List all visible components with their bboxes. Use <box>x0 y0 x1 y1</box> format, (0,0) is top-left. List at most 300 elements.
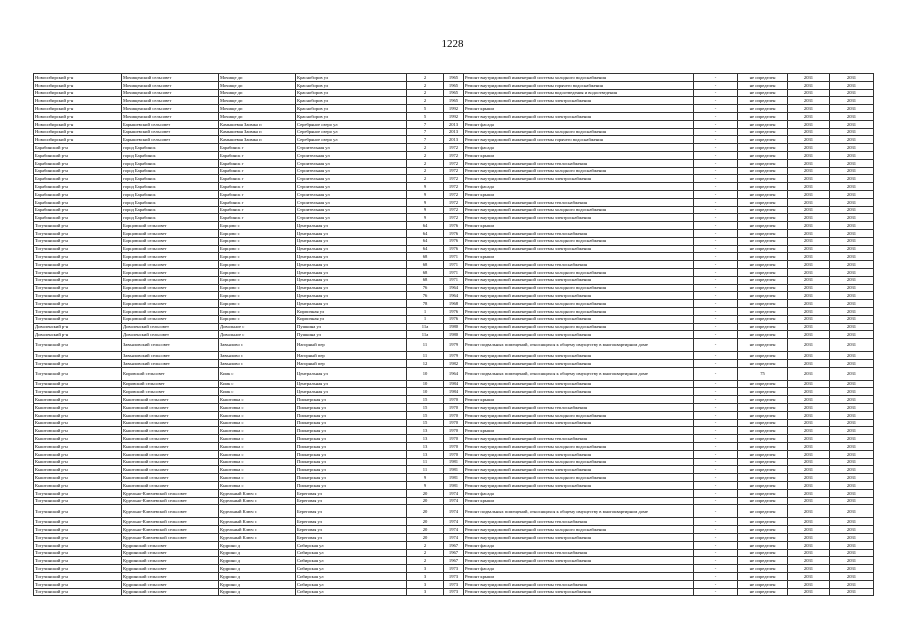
year-from-cell: 2031 <box>788 245 830 253</box>
year-from-cell: 2031 <box>788 359 830 367</box>
table-row <box>34 253 874 261</box>
year-to-cell: 2031 <box>830 396 874 404</box>
locality-cell: Мочище дп <box>219 112 296 120</box>
locality-cell: Мочище дп <box>219 81 296 89</box>
build-year-cell: 1981 <box>444 458 464 466</box>
cost-cell: не определен <box>738 183 788 191</box>
locality-cell: Кыштовка с <box>219 411 296 419</box>
locality-cell: Камышевая Заимка п <box>219 136 296 144</box>
district-cell: Кыштовский р-н <box>34 411 122 419</box>
dash-cell: - <box>694 120 738 128</box>
build-year-cell: 1972 <box>444 190 464 198</box>
dash-cell: - <box>694 497 738 505</box>
build-year-cell: 2013 <box>444 120 464 128</box>
locality-cell: Кудрино д <box>219 557 296 565</box>
table-row <box>34 359 874 367</box>
year-to-cell: 2031 <box>830 307 874 315</box>
house-number-cell: 13 <box>407 443 444 451</box>
cost-cell: не определен <box>738 214 788 222</box>
district-cell: Новосибирский р-н <box>34 97 122 105</box>
table-row <box>34 136 874 144</box>
municipality-cell: Борцовский сельсовет <box>122 261 219 269</box>
build-year-cell: 1970 <box>444 427 464 435</box>
year-to-cell: 2031 <box>830 427 874 435</box>
build-year-cell: 1976 <box>444 245 464 253</box>
year-to-cell: 2031 <box>830 359 874 367</box>
municipality-cell: город Барабинск <box>122 151 219 159</box>
municipality-cell: Кыштовский сельсовет <box>122 458 219 466</box>
build-year-cell: 1974 <box>444 534 464 542</box>
work-type-cell: Ремонт подвальных помещений, относящихся к общему имуществу в многоквартирном доме <box>464 367 694 380</box>
work-type-cell: Ремонт внутридомовой инженерной системы холодного водоснабжения <box>464 458 694 466</box>
table-body <box>34 74 874 596</box>
cost-cell: не определен <box>738 580 788 588</box>
dash-cell: - <box>694 427 738 435</box>
year-from-cell: 2031 <box>788 81 830 89</box>
year-to-cell: 2031 <box>830 81 874 89</box>
build-year-cell: 1967 <box>444 549 464 557</box>
build-year-cell: 1970 <box>444 443 464 451</box>
year-to-cell: 2031 <box>830 237 874 245</box>
dash-cell: - <box>694 323 738 331</box>
house-number-cell: 20 <box>407 518 444 526</box>
municipality-cell: Кудринский сельсовет <box>122 580 219 588</box>
table-row <box>34 97 874 105</box>
table-row <box>34 268 874 276</box>
municipality-cell: Кудринский сельсовет <box>122 565 219 573</box>
municipality-cell: город Барабинск <box>122 159 219 167</box>
municipality-cell: Барышевский сельсовет <box>122 128 219 136</box>
table-row <box>34 331 874 339</box>
table-row <box>34 159 874 167</box>
year-to-cell: 2031 <box>830 222 874 230</box>
year-from-cell: 2031 <box>788 573 830 581</box>
table-row <box>34 261 874 269</box>
cost-cell: не определен <box>738 97 788 105</box>
district-cell: Тогучинский р-н <box>34 229 122 237</box>
district-cell: Тогучинский р-н <box>34 367 122 380</box>
district-cell: Тогучинский р-н <box>34 359 122 367</box>
locality-cell: Кудельный Ключ с <box>219 526 296 534</box>
dash-cell: - <box>694 388 738 396</box>
street-cell: Красноборов ул <box>296 97 407 105</box>
work-type-cell: Ремонт внутридомовой инженерной системы холодного водоснабжения <box>464 474 694 482</box>
table-row <box>34 557 874 565</box>
dash-cell: - <box>694 396 738 404</box>
year-from-cell: 2031 <box>788 474 830 482</box>
work-type-cell: Ремонт внутридомовой инженерной системы горячего водоснабжения <box>464 136 694 144</box>
locality-cell: Барабинск г <box>219 183 296 191</box>
house-number-cell: 2 <box>407 144 444 152</box>
build-year-cell: 1965 <box>444 89 464 97</box>
work-type-cell: Ремонт внутридомовой инженерной системы теплоснабжения <box>464 229 694 237</box>
locality-cell: Кыштовка с <box>219 396 296 404</box>
year-from-cell: 2031 <box>788 323 830 331</box>
build-year-cell: 1970 <box>444 419 464 427</box>
work-type-cell: Ремонт фасада <box>464 489 694 497</box>
year-from-cell: 2031 <box>788 315 830 323</box>
year-to-cell: 2031 <box>830 443 874 451</box>
district-cell: Тогучинский р-н <box>34 268 122 276</box>
work-type-cell: Ремонт внутридомовой инженерной системы холодного водоснабжения <box>464 284 694 292</box>
cost-cell: не определен <box>738 411 788 419</box>
district-cell: Кыштовский р-н <box>34 419 122 427</box>
house-number-cell: 2 <box>407 167 444 175</box>
municipality-cell: Борцовский сельсовет <box>122 253 219 261</box>
municipality-cell: Борцовский сельсовет <box>122 276 219 284</box>
locality-cell: Кудрино д <box>219 588 296 596</box>
cost-cell: не определен <box>738 541 788 549</box>
house-number-cell: 3 <box>407 565 444 573</box>
locality-cell: Киик с <box>219 367 296 380</box>
build-year-cell: 1973 <box>444 588 464 596</box>
street-cell: Пионерская ул <box>296 474 407 482</box>
build-year-cell: 1974 <box>444 505 464 518</box>
house-number-cell: 68 <box>407 261 444 269</box>
year-from-cell: 2031 <box>788 253 830 261</box>
work-type-cell: Ремонт внутридомовой инженерной системы электроснабжения <box>464 388 694 396</box>
cost-cell: не определен <box>738 151 788 159</box>
locality-cell: Киик с <box>219 388 296 396</box>
locality-cell: Камышевая Заимка п <box>219 128 296 136</box>
table-row <box>34 229 874 237</box>
house-number-cell: 2 <box>407 159 444 167</box>
table-row <box>34 367 874 380</box>
dash-cell: - <box>694 541 738 549</box>
work-type-cell: Ремонт внутридомовой инженерной системы теплоснабжения <box>464 580 694 588</box>
district-cell: Кыштовский р-н <box>34 427 122 435</box>
house-number-cell: 9 <box>407 474 444 482</box>
house-number-cell: 11а <box>407 331 444 339</box>
dash-cell: - <box>694 261 738 269</box>
work-type-cell: Ремонт внутридомовой инженерной системы электроснабжения <box>464 292 694 300</box>
year-from-cell: 2031 <box>788 284 830 292</box>
year-to-cell: 2031 <box>830 190 874 198</box>
house-number-cell: 68 <box>407 268 444 276</box>
dash-cell: - <box>694 183 738 191</box>
cost-cell: не определен <box>738 245 788 253</box>
street-cell: Пионерская ул <box>296 443 407 451</box>
cost-cell: не определен <box>738 549 788 557</box>
locality-cell: Кыштовка с <box>219 443 296 451</box>
municipality-cell: Борцовский сельсовет <box>122 284 219 292</box>
build-year-cell: 1974 <box>444 526 464 534</box>
work-type-cell: Ремонт внутридомовой инженерной системы водоотведения и водоотведения <box>464 89 694 97</box>
table-row <box>34 580 874 588</box>
page-number: 1228 <box>441 38 464 50</box>
work-type-cell: Ремонт внутридомовой инженерной системы холодного водоснабжения <box>464 526 694 534</box>
year-to-cell: 2031 <box>830 105 874 113</box>
dash-cell: - <box>694 443 738 451</box>
street-cell: Центральная ул <box>296 300 407 308</box>
cost-cell: не определен <box>738 323 788 331</box>
work-type-cell: Ремонт внутридомовой инженерной системы теплоснабжения <box>464 261 694 269</box>
district-cell: Барабинский р-н <box>34 151 122 159</box>
street-cell: Центральная ул <box>296 367 407 380</box>
locality-cell: Борцово с <box>219 276 296 284</box>
house-number-cell: 5 <box>407 105 444 113</box>
cost-cell: не определен <box>738 482 788 490</box>
locality-cell: Борцово с <box>219 292 296 300</box>
work-type-cell: Ремонт внутридомовой инженерной системы теплоснабжения <box>464 404 694 412</box>
year-to-cell: 2031 <box>830 128 874 136</box>
district-cell: Новосибирский р-н <box>34 128 122 136</box>
table-row <box>34 89 874 97</box>
build-year-cell: 1970 <box>444 450 464 458</box>
cost-cell: не определен <box>738 388 788 396</box>
district-cell: Тогучинский р-н <box>34 588 122 596</box>
year-to-cell: 2031 <box>830 404 874 412</box>
year-from-cell: 2031 <box>788 541 830 549</box>
locality-cell: Завьялово с <box>219 339 296 352</box>
build-year-cell: 1964 <box>444 284 464 292</box>
cost-cell: не определен <box>738 292 788 300</box>
work-type-cell: Ремонт внутридомовой инженерной системы теплоснабжения <box>464 159 694 167</box>
locality-cell: Борцово с <box>219 284 296 292</box>
year-from-cell: 2031 <box>788 466 830 474</box>
year-to-cell: 2031 <box>830 565 874 573</box>
work-type-cell: Ремонт внутридомовой инженерной системы теплоснабжения <box>464 435 694 443</box>
dash-cell: - <box>694 534 738 542</box>
dash-cell: - <box>694 167 738 175</box>
year-from-cell: 2031 <box>788 419 830 427</box>
cost-cell: не определен <box>738 435 788 443</box>
district-cell: Новосибирский р-н <box>34 74 122 82</box>
locality-cell: Кыштовка с <box>219 458 296 466</box>
work-type-cell: Ремонт подвальных помещений, относящихся к общему имуществу в многоквартирном доме <box>464 339 694 352</box>
dash-cell: - <box>694 144 738 152</box>
year-from-cell: 2031 <box>788 534 830 542</box>
year-from-cell: 2031 <box>788 435 830 443</box>
street-cell: Центральная ул <box>296 261 407 269</box>
dash-cell: - <box>694 489 738 497</box>
municipality-cell: Мочищенский сельсовет <box>122 81 219 89</box>
work-type-cell: Ремонт внутридомовой инженерной системы теплоснабжения <box>464 518 694 526</box>
year-from-cell: 2031 <box>788 380 830 388</box>
locality-cell: Довольное с <box>219 323 296 331</box>
year-to-cell: 2031 <box>830 120 874 128</box>
table-row <box>34 183 874 191</box>
cost-cell: не определен <box>738 352 788 360</box>
work-type-cell: Ремонт крыши <box>464 190 694 198</box>
house-number-cell: 5 <box>407 112 444 120</box>
municipality-cell: город Барабинск <box>122 183 219 191</box>
house-number-cell: 3 <box>407 580 444 588</box>
cost-cell: не определен <box>738 89 788 97</box>
cost-cell: не определен <box>738 419 788 427</box>
house-number-cell: 20 <box>407 505 444 518</box>
cost-cell: не определен <box>738 565 788 573</box>
district-cell: Доволенский р-н <box>34 331 122 339</box>
build-year-cell: 1974 <box>444 518 464 526</box>
dash-cell: - <box>694 128 738 136</box>
table-row <box>34 245 874 253</box>
dash-cell: - <box>694 175 738 183</box>
house-number-cell: 76 <box>407 284 444 292</box>
cost-cell: 75 <box>738 367 788 380</box>
work-type-cell: Ремонт внутридомовой инженерной системы холодного водоснабжения <box>464 206 694 214</box>
locality-cell: Мочище дп <box>219 105 296 113</box>
year-to-cell: 2031 <box>830 214 874 222</box>
municipality-cell: Кыштовский сельсовет <box>122 482 219 490</box>
build-year-cell: 1972 <box>444 167 464 175</box>
street-cell: Центральная ул <box>296 237 407 245</box>
dash-cell: - <box>694 97 738 105</box>
dash-cell: - <box>694 237 738 245</box>
district-cell: Новосибирский р-н <box>34 81 122 89</box>
table-row <box>34 450 874 458</box>
dash-cell: - <box>694 81 738 89</box>
locality-cell: Камышевая Заимка п <box>219 120 296 128</box>
house-number-cell: 15 <box>407 396 444 404</box>
year-to-cell: 2031 <box>830 97 874 105</box>
street-cell: Сибирская ул <box>296 549 407 557</box>
dash-cell: - <box>694 253 738 261</box>
district-cell: Кыштовский р-н <box>34 396 122 404</box>
house-number-cell: 1 <box>407 307 444 315</box>
table-row <box>34 339 874 352</box>
year-from-cell: 2031 <box>788 97 830 105</box>
street-cell: Нагорный пер <box>296 339 407 352</box>
work-type-cell: Ремонт фасада <box>464 183 694 191</box>
district-cell: Барабинский р-н <box>34 198 122 206</box>
work-type-cell: Ремонт внутридомовой инженерной системы холодного водоснабжения <box>464 128 694 136</box>
municipality-cell: Кировский сельсовет <box>122 388 219 396</box>
municipality-cell: город Барабинск <box>122 175 219 183</box>
house-number-cell: 2 <box>407 175 444 183</box>
dash-cell: - <box>694 526 738 534</box>
cost-cell: не определен <box>738 307 788 315</box>
work-type-cell: Ремонт внутридомовой инженерной системы холодного водоснабжения <box>464 307 694 315</box>
municipality-cell: город Барабинск <box>122 190 219 198</box>
year-to-cell: 2031 <box>830 367 874 380</box>
year-to-cell: 2031 <box>830 458 874 466</box>
build-year-cell: 1984 <box>444 388 464 396</box>
year-from-cell: 2031 <box>788 261 830 269</box>
work-type-cell: Ремонт внутридомовой инженерной системы холодного водоснабжения <box>464 237 694 245</box>
house-number-cell: 64 <box>407 229 444 237</box>
year-from-cell: 2031 <box>788 206 830 214</box>
district-cell: Тогучинский р-н <box>34 526 122 534</box>
work-type-cell: Ремонт внутридомовой инженерной системы холодного водоснабжения <box>464 167 694 175</box>
year-from-cell: 2031 <box>788 557 830 565</box>
cost-cell: не определен <box>738 443 788 451</box>
cost-cell: не определен <box>738 253 788 261</box>
table-row <box>34 497 874 505</box>
municipality-cell: Завьяловский сельсовет <box>122 339 219 352</box>
year-from-cell: 2031 <box>788 268 830 276</box>
locality-cell: Завьялово с <box>219 352 296 360</box>
district-cell: Тогучинский р-н <box>34 339 122 352</box>
district-cell: Тогучинский р-н <box>34 237 122 245</box>
dash-cell: - <box>694 151 738 159</box>
locality-cell: Борцово с <box>219 261 296 269</box>
build-year-cell: 1981 <box>444 474 464 482</box>
street-cell: Береговая ул <box>296 518 407 526</box>
street-cell: Кирпичная ул <box>296 307 407 315</box>
house-number-cell: 7 <box>407 120 444 128</box>
municipality-cell: Барышевский сельсовет <box>122 136 219 144</box>
build-year-cell: 1970 <box>444 411 464 419</box>
table-row <box>34 526 874 534</box>
table-row <box>34 474 874 482</box>
build-year-cell: 1965 <box>444 81 464 89</box>
house-number-cell: 1 <box>407 315 444 323</box>
work-type-cell: Ремонт внутридомовой инженерной системы холодного водоснабжения <box>464 411 694 419</box>
table-row <box>34 307 874 315</box>
street-cell: Нагорный пер <box>296 359 407 367</box>
table-row <box>34 489 874 497</box>
district-cell: Кыштовский р-н <box>34 482 122 490</box>
year-from-cell: 2031 <box>788 489 830 497</box>
year-from-cell: 2031 <box>788 427 830 435</box>
locality-cell: Кудельный Ключ с <box>219 489 296 497</box>
locality-cell: Кыштовка с <box>219 404 296 412</box>
locality-cell: Кыштовка с <box>219 474 296 482</box>
work-type-cell: Ремонт внутридомовой инженерной системы электроснабжения <box>464 276 694 284</box>
dash-cell: - <box>694 450 738 458</box>
street-cell: Сибирская ул <box>296 573 407 581</box>
locality-cell: Мочище дп <box>219 97 296 105</box>
build-year-cell: 1972 <box>444 214 464 222</box>
year-to-cell: 2031 <box>830 541 874 549</box>
table-row <box>34 300 874 308</box>
dash-cell: - <box>694 74 738 82</box>
house-number-cell: 11а <box>407 323 444 331</box>
house-number-cell: 11 <box>407 339 444 352</box>
municipality-cell: город Барабинск <box>122 214 219 222</box>
work-type-cell: Ремонт внутридомовой инженерной системы электроснабжения <box>464 588 694 596</box>
municipality-cell: Кировский сельсовет <box>122 380 219 388</box>
district-cell: Тогучинский р-н <box>34 315 122 323</box>
work-type-cell: Ремонт внутридомовой инженерной системы электроснабжения <box>464 315 694 323</box>
street-cell: Красноборов ул <box>296 74 407 82</box>
table-row <box>34 144 874 152</box>
municipality-cell: Доволенский сельсовет <box>122 331 219 339</box>
table-row <box>34 284 874 292</box>
house-number-cell: 20 <box>407 489 444 497</box>
district-cell: Тогучинский р-н <box>34 541 122 549</box>
district-cell: Барабинский р-н <box>34 214 122 222</box>
dash-cell: - <box>694 307 738 315</box>
year-to-cell: 2031 <box>830 315 874 323</box>
locality-cell: Борцово с <box>219 253 296 261</box>
municipality-cell: город Барабинск <box>122 206 219 214</box>
cost-cell: не определен <box>738 518 788 526</box>
build-year-cell: 1980 <box>444 323 464 331</box>
table-row <box>34 435 874 443</box>
district-cell: Тогучинский р-н <box>34 253 122 261</box>
street-cell: Центральная ул <box>296 245 407 253</box>
municipality-cell: Кыштовский сельсовет <box>122 427 219 435</box>
work-type-cell: Ремонт внутридомовой инженерной системы теплоснабжения <box>464 198 694 206</box>
street-cell: Пионерская ул <box>296 396 407 404</box>
year-to-cell: 2031 <box>830 268 874 276</box>
build-year-cell: 1964 <box>444 292 464 300</box>
dash-cell: - <box>694 315 738 323</box>
municipality-cell: Завьяловский сельсовет <box>122 352 219 360</box>
dash-cell: - <box>694 352 738 360</box>
build-year-cell: 1972 <box>444 198 464 206</box>
dash-cell: - <box>694 339 738 352</box>
cost-cell: не определен <box>738 237 788 245</box>
house-number-cell: 20 <box>407 526 444 534</box>
district-cell: Новосибирский р-н <box>34 120 122 128</box>
house-number-cell: 2 <box>407 549 444 557</box>
district-cell: Тогучинский р-н <box>34 222 122 230</box>
build-year-cell: 1973 <box>444 580 464 588</box>
table-row <box>34 534 874 542</box>
